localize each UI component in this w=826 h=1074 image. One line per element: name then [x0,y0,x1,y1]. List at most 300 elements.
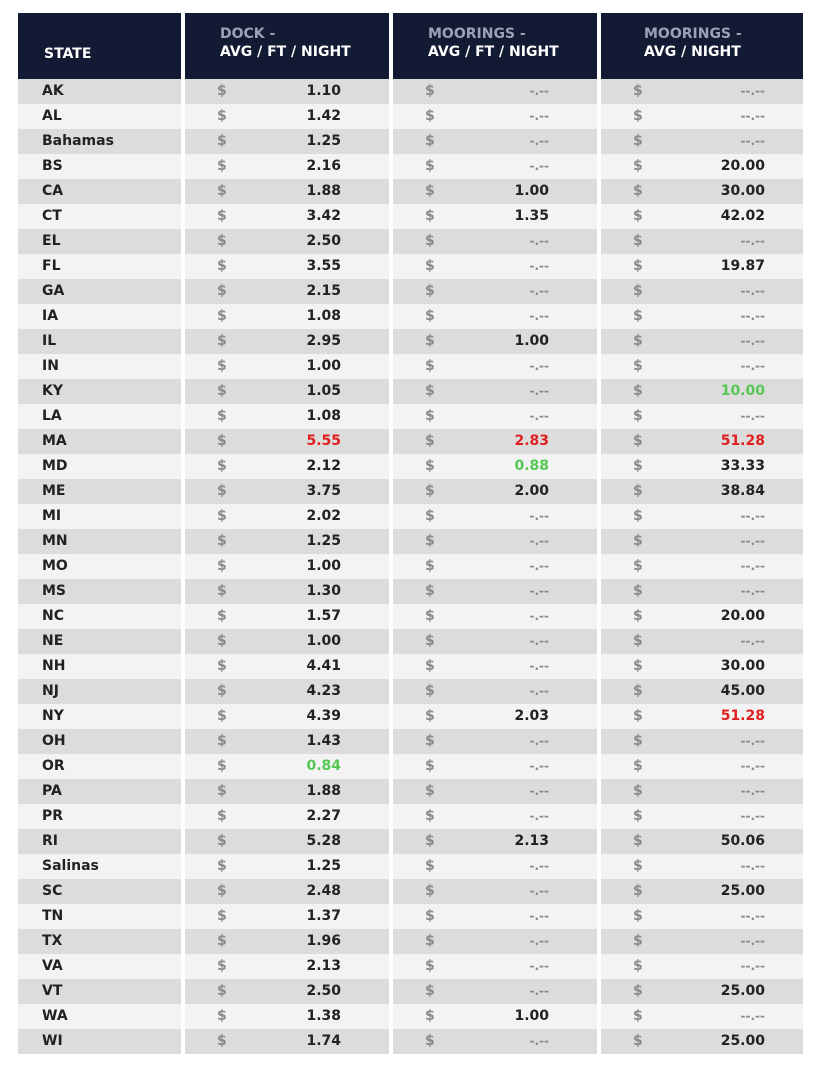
state-cell: PR [18,804,181,829]
state-cell: LA [18,404,181,429]
currency-symbol: $ [217,158,227,174]
mooring-ft-rate-cell [393,979,597,1004]
mooring-ft-rate-cell [393,504,597,529]
dock-rate-cell [185,79,389,104]
rate-value: --.-- [740,1009,765,1023]
rate-value: 1.00 [306,633,341,649]
currency-symbol: $ [425,333,435,349]
mooring-night-rate-cell [601,704,803,729]
rate-value: 1.25 [306,533,341,549]
table-row [18,279,804,304]
table-row [18,879,804,904]
rate-value: -.-- [529,284,549,298]
currency-symbol: $ [425,558,435,574]
currency-symbol: $ [425,1033,435,1049]
rate-value: --.-- [740,84,765,98]
rate-value: --.-- [740,584,765,598]
state-cell: TX [18,929,181,954]
currency-symbol: $ [633,508,643,524]
rate-value: 1.57 [306,608,341,624]
currency-symbol: $ [425,383,435,399]
currency-symbol: $ [425,108,435,124]
rate-value: 1.25 [306,858,341,874]
table-row [18,804,804,829]
state-cell: MA [18,429,181,454]
mooring-ft-rate-cell [393,554,597,579]
state-cell: SC [18,879,181,904]
state-cell: PA [18,779,181,804]
rate-value: 1.00 [306,358,341,374]
currency-symbol: $ [633,358,643,374]
rate-value: -.-- [529,509,549,523]
dock-rate-cell [185,454,389,479]
currency-symbol: $ [425,133,435,149]
currency-symbol: $ [425,933,435,949]
mooring-night-rate-cell [601,729,803,754]
dock-rate-cell [185,829,389,854]
rate-value: 5.55 [306,433,341,449]
currency-symbol: $ [425,508,435,524]
mooring-night-rate-cell [601,929,803,954]
rate-value: --.-- [740,734,765,748]
mooring-night-rate-cell [601,579,803,604]
table-row [18,929,804,954]
currency-symbol: $ [217,583,227,599]
rate-value: -.-- [529,109,549,123]
mooring-ft-rate-cell [393,254,597,279]
rate-value: 1.38 [306,1008,341,1024]
rate-value: 1.25 [306,133,341,149]
currency-symbol: $ [633,658,643,674]
mooring-night-rate-cell [601,604,803,629]
dock-rate-cell [185,804,389,829]
currency-symbol: $ [633,958,643,974]
rate-value: 3.55 [306,258,341,274]
mooring-night-rate-cell [601,329,803,354]
rate-value: -.-- [529,134,549,148]
header-dock-unit: AVG / FT / NIGHT [220,44,351,60]
currency-symbol: $ [217,383,227,399]
currency-symbol: $ [425,483,435,499]
dock-rate-cell [185,279,389,304]
table-row [18,979,804,1004]
dock-rate-cell [185,979,389,1004]
state-cell: RI [18,829,181,854]
rate-value: -.-- [529,734,549,748]
currency-symbol: $ [425,633,435,649]
currency-symbol: $ [633,383,643,399]
state-cell: FL [18,254,181,279]
rate-value: 50.06 [720,833,765,849]
state-cell: OR [18,754,181,779]
currency-symbol: $ [425,608,435,624]
mooring-ft-rate-cell [393,729,597,754]
rate-value: 3.75 [306,483,341,499]
currency-symbol: $ [217,508,227,524]
state-cell: CT [18,204,181,229]
currency-symbol: $ [633,333,643,349]
currency-symbol: $ [425,433,435,449]
mooring-night-rate-cell [601,129,803,154]
dock-rate-cell [185,579,389,604]
currency-symbol: $ [425,233,435,249]
state-cell: EL [18,229,181,254]
mooring-ft-rate-cell [393,479,597,504]
rate-value: --.-- [740,809,765,823]
currency-symbol: $ [425,808,435,824]
currency-symbol: $ [633,183,643,199]
state-cell: MO [18,554,181,579]
rate-value: -.-- [529,1034,549,1048]
rate-value: -.-- [529,934,549,948]
currency-symbol: $ [425,83,435,99]
mooring-night-rate-cell [601,179,803,204]
dock-rate-cell [185,779,389,804]
mooring-ft-rate-cell [393,954,597,979]
state-cell: Salinas [18,854,181,879]
dock-rate-cell [185,529,389,554]
currency-symbol: $ [217,633,227,649]
rate-value: -.-- [529,359,549,373]
dock-rate-cell [185,879,389,904]
currency-symbol: $ [633,158,643,174]
currency-symbol: $ [217,733,227,749]
rate-value: 10.00 [720,383,765,399]
mooring-ft-rate-cell [393,1029,597,1054]
currency-symbol: $ [425,833,435,849]
currency-symbol: $ [425,358,435,374]
rate-value: --.-- [740,634,765,648]
table-row [18,204,804,229]
currency-symbol: $ [217,533,227,549]
table-row [18,754,804,779]
mooring-ft-rate-cell [393,779,597,804]
dock-rate-cell [185,554,389,579]
mooring-night-rate-cell [601,304,803,329]
dock-rate-cell [185,404,389,429]
rate-value: 1.43 [306,733,341,749]
dock-rate-cell [185,704,389,729]
rate-value: 25.00 [720,1033,765,1049]
currency-symbol: $ [425,458,435,474]
mooring-night-rate-cell [601,429,803,454]
table-header [18,13,804,79]
dock-rate-cell [185,654,389,679]
rate-value: -.-- [529,984,549,998]
mooring-ft-rate-cell [393,279,597,304]
mooring-night-rate-cell [601,879,803,904]
currency-symbol: $ [217,308,227,324]
table-row [18,1004,804,1029]
currency-symbol: $ [217,408,227,424]
rate-value: -.-- [529,784,549,798]
state-cell: OH [18,729,181,754]
rate-value: 1.00 [514,333,549,349]
dock-rate-cell [185,179,389,204]
currency-symbol: $ [633,608,643,624]
state-cell: MI [18,504,181,529]
header-moorings-per-ft-title: MOORINGS - [428,26,526,42]
rate-value: -.-- [529,559,549,573]
rate-value: 4.23 [306,683,341,699]
header-state [18,13,181,79]
state-cell: MN [18,529,181,554]
mooring-night-rate-cell [601,279,803,304]
rate-value: 2.00 [514,483,549,499]
currency-symbol: $ [633,308,643,324]
mooring-night-rate-cell [601,829,803,854]
rate-value: 2.15 [306,283,341,299]
table-row [18,354,804,379]
table-row [18,479,804,504]
state-cell: IA [18,304,181,329]
rate-value: 2.27 [306,808,341,824]
dock-rate-cell [185,304,389,329]
table-row [18,704,804,729]
rate-value: 0.84 [306,758,341,774]
table-row [18,604,804,629]
table-row [18,304,804,329]
rate-value: 33.33 [720,458,765,474]
currency-symbol: $ [217,883,227,899]
currency-symbol: $ [217,133,227,149]
dock-rate-cell [185,1004,389,1029]
currency-symbol: $ [425,758,435,774]
currency-symbol: $ [633,208,643,224]
mooring-ft-rate-cell [393,754,597,779]
rate-value: 0.88 [514,458,549,474]
mooring-ft-rate-cell [393,579,597,604]
mooring-night-rate-cell [601,979,803,1004]
mooring-night-rate-cell [601,404,803,429]
mooring-night-rate-cell [601,254,803,279]
rate-value: --.-- [740,309,765,323]
mooring-night-rate-cell [601,1004,803,1029]
state-cell: NJ [18,679,181,704]
currency-symbol: $ [217,683,227,699]
dock-rate-cell [185,954,389,979]
dock-rate-cell [185,479,389,504]
rate-value: --.-- [740,409,765,423]
rate-value: 2.12 [306,458,341,474]
rate-value: --.-- [740,234,765,248]
currency-symbol: $ [217,108,227,124]
currency-symbol: $ [633,1008,643,1024]
mooring-ft-rate-cell [393,79,597,104]
dock-rate-cell [185,329,389,354]
currency-symbol: $ [425,1008,435,1024]
rates-table [18,13,804,1054]
rate-value: 1.08 [306,308,341,324]
currency-symbol: $ [425,283,435,299]
dock-rate-cell [185,154,389,179]
rate-value: -.-- [529,159,549,173]
table-row [18,1029,804,1054]
state-cell: NY [18,704,181,729]
rate-value: 2.95 [306,333,341,349]
dock-rate-cell [185,604,389,629]
currency-symbol: $ [633,808,643,824]
state-cell: NE [18,629,181,654]
rate-value: 2.02 [306,508,341,524]
currency-symbol: $ [217,333,227,349]
currency-symbol: $ [217,958,227,974]
state-cell: GA [18,279,181,304]
table-row [18,529,804,554]
header-moorings-per-night [601,13,803,79]
mooring-night-rate-cell [601,904,803,929]
currency-symbol: $ [217,808,227,824]
rate-value: 30.00 [720,183,765,199]
currency-symbol: $ [633,1033,643,1049]
rate-value: 38.84 [720,483,765,499]
mooring-night-rate-cell [601,504,803,529]
currency-symbol: $ [425,858,435,874]
currency-symbol: $ [217,783,227,799]
mooring-ft-rate-cell [393,454,597,479]
rate-value: 1.42 [306,108,341,124]
currency-symbol: $ [425,708,435,724]
table-row [18,854,804,879]
currency-symbol: $ [217,1008,227,1024]
table-row [18,729,804,754]
currency-symbol: $ [425,733,435,749]
currency-symbol: $ [425,208,435,224]
rate-value: 2.50 [306,233,341,249]
mooring-night-rate-cell [601,954,803,979]
rate-value: --.-- [740,759,765,773]
mooring-ft-rate-cell [393,629,597,654]
rate-value: -.-- [529,634,549,648]
table-row [18,404,804,429]
dock-rate-cell [185,204,389,229]
mooring-ft-rate-cell [393,879,597,904]
currency-symbol: $ [425,258,435,274]
dock-rate-cell [185,504,389,529]
rate-value: 2.03 [514,708,549,724]
state-cell: IN [18,354,181,379]
currency-symbol: $ [217,858,227,874]
mooring-ft-rate-cell [393,429,597,454]
mooring-ft-rate-cell [393,904,597,929]
mooring-night-rate-cell [601,529,803,554]
rate-value: -.-- [529,809,549,823]
mooring-ft-rate-cell [393,704,597,729]
header-dock [185,13,389,79]
table-row [18,679,804,704]
rate-value: -.-- [529,684,549,698]
rate-value: 2.13 [514,833,549,849]
currency-symbol: $ [217,658,227,674]
rate-value: -.-- [529,259,549,273]
rate-value: -.-- [529,959,549,973]
currency-symbol: $ [217,483,227,499]
mooring-ft-rate-cell [393,404,597,429]
rate-value: 51.28 [720,433,765,449]
rate-value: 1.35 [514,208,549,224]
currency-symbol: $ [217,558,227,574]
currency-symbol: $ [425,658,435,674]
rate-value: 1.37 [306,908,341,924]
currency-symbol: $ [633,758,643,774]
state-cell: Bahamas [18,129,181,154]
table-row [18,629,804,654]
currency-symbol: $ [217,358,227,374]
currency-symbol: $ [217,758,227,774]
rate-value: 3.42 [306,208,341,224]
header-dock-title: DOCK - [220,26,276,42]
state-cell: MD [18,454,181,479]
rate-value: 20.00 [720,608,765,624]
currency-symbol: $ [633,858,643,874]
mooring-night-rate-cell [601,679,803,704]
rate-value: 4.39 [306,708,341,724]
currency-symbol: $ [633,733,643,749]
rate-value: 30.00 [720,658,765,674]
dock-rate-cell [185,629,389,654]
rate-value: 1.00 [514,183,549,199]
mooring-ft-rate-cell [393,104,597,129]
table-row [18,904,804,929]
mooring-night-rate-cell [601,804,803,829]
table-row [18,379,804,404]
rate-value: -.-- [529,309,549,323]
table-row [18,454,804,479]
rate-value: --.-- [740,134,765,148]
table-row [18,79,804,104]
rate-value: --.-- [740,334,765,348]
dock-rate-cell [185,1029,389,1054]
rate-value: 1.88 [306,183,341,199]
rate-value: 25.00 [720,983,765,999]
currency-symbol: $ [425,883,435,899]
currency-symbol: $ [217,933,227,949]
table-row [18,329,804,354]
state-cell: CA [18,179,181,204]
state-cell: TN [18,904,181,929]
rate-value: 1.00 [306,558,341,574]
rate-value: -.-- [529,659,549,673]
mooring-night-rate-cell [601,479,803,504]
rate-value: 2.48 [306,883,341,899]
state-cell: AK [18,79,181,104]
state-cell: NH [18,654,181,679]
header-moorings-per-night-unit: AVG / NIGHT [644,44,741,60]
mooring-ft-rate-cell [393,154,597,179]
mooring-night-rate-cell [601,854,803,879]
currency-symbol: $ [425,408,435,424]
mooring-ft-rate-cell [393,804,597,829]
table-row [18,779,804,804]
rate-value: 51.28 [720,708,765,724]
currency-symbol: $ [217,608,227,624]
currency-symbol: $ [425,583,435,599]
currency-symbol: $ [217,233,227,249]
currency-symbol: $ [217,208,227,224]
dock-rate-cell [185,104,389,129]
rate-value: -.-- [529,859,549,873]
currency-symbol: $ [633,433,643,449]
currency-symbol: $ [425,533,435,549]
currency-symbol: $ [217,283,227,299]
mooring-ft-rate-cell [393,929,597,954]
mooring-night-rate-cell [601,779,803,804]
currency-symbol: $ [633,533,643,549]
mooring-night-rate-cell [601,204,803,229]
mooring-night-rate-cell [601,754,803,779]
mooring-night-rate-cell [601,154,803,179]
mooring-ft-rate-cell [393,604,597,629]
